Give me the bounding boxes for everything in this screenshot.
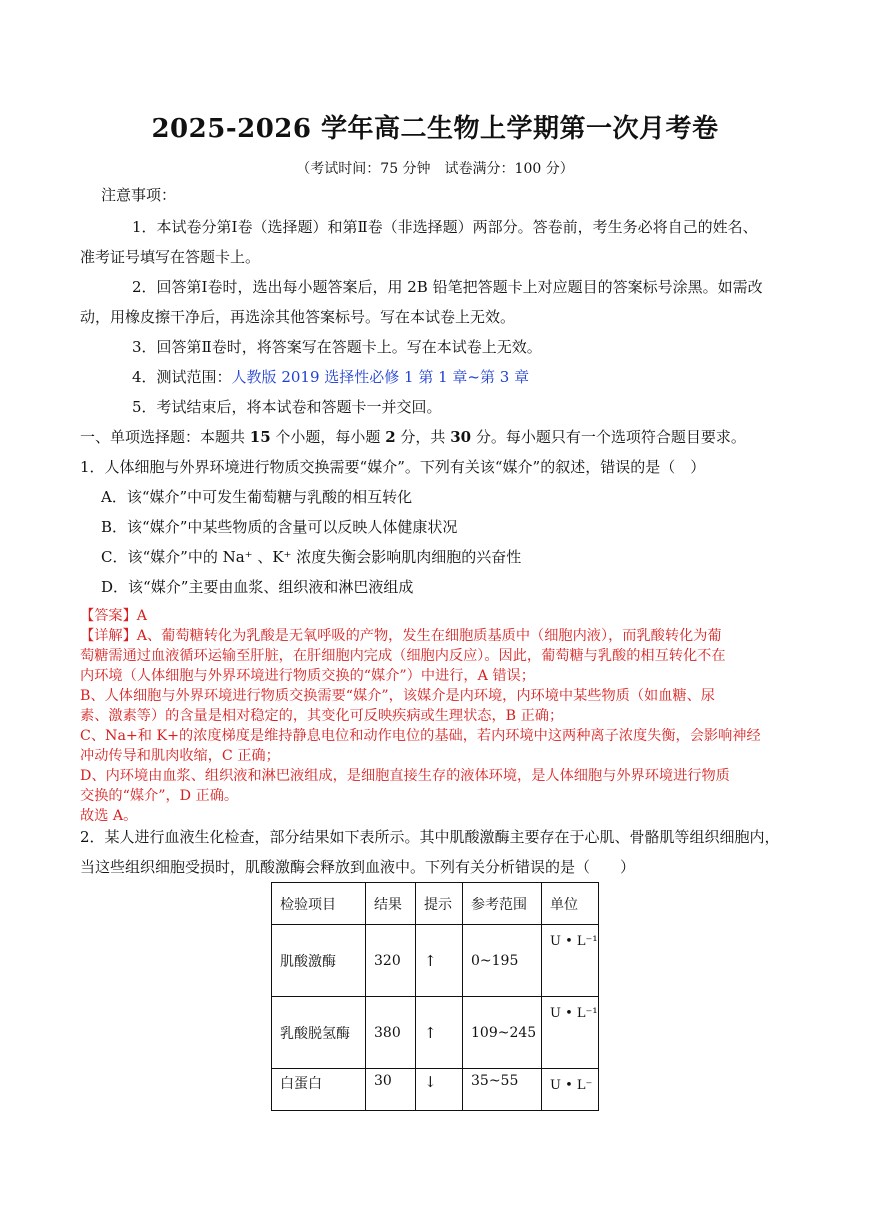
table-header: 结果 xyxy=(366,883,416,925)
table-cell: 0~195 xyxy=(463,925,542,997)
test-scope: 人教版 2019 选择性必修 1 第 1 章~第 3 章 xyxy=(231,368,530,386)
explain-line: C、Na+和 K+的浓度梯度是维持静息电位和动作电位的基础，若内环境中这两种离子浓度失衡，会影响神经 xyxy=(80,728,761,744)
question-1-answer: 【答案】A xyxy=(80,608,147,624)
explain-line: 萄糖需通过血液循环运输至肝脏，在肝细胞内完成（细胞内反应）。因此，葡萄糖与乳酸的相互转化不在 xyxy=(80,648,726,664)
table-cell: 白蛋白 xyxy=(272,1069,366,1111)
up-arrow-icon: ↑ xyxy=(416,925,463,997)
notice-item-2: 2．回答第Ⅰ卷时，选出每小题答案后，用 2B 铅笔把答题卡上对应题目的答案标号涂黑。如需改 xyxy=(132,278,763,296)
notice-item-4-label: 4．测试范围： xyxy=(132,368,232,386)
table-cell: U • L⁻¹ xyxy=(542,997,599,1069)
page-title: 2025-2026 学年高二生物上学期第一次月考卷 xyxy=(151,114,719,144)
explain-line: 【详解】A、葡萄糖转化为乳酸是无氧呼吸的产物，发生在细胞质基质中（细胞内液），而乳酸转化为葡 xyxy=(80,628,722,644)
question-2-stem: 2．某人进行血液生化检查，部分结果如下表所示。其中肌酸激酶主要存在于心肌、骨骼肌等组织细胞内， xyxy=(80,828,780,846)
explain-line: 故选 A。 xyxy=(80,808,138,824)
up-arrow-icon: ↑ xyxy=(416,997,463,1069)
notice-item-3: 3．回答第Ⅱ卷时，将答案写在答题卡上。写在本试卷上无效。 xyxy=(132,338,542,356)
question-1-option-c: C．该“媒介”中的 Na⁺ 、K⁺ 浓度失衡会影响肌肉细胞的兴奋性 xyxy=(101,548,522,566)
table-header: 单位 xyxy=(542,883,599,925)
notice-item-4 xyxy=(132,362,529,392)
blood-test-table xyxy=(271,882,599,1111)
table-cell: 30 xyxy=(366,1069,416,1111)
question-1-option-b: B．该“媒介”中某些物质的含量可以反映人体健康状况 xyxy=(101,518,458,536)
notice-item-5: 5．考试结束后，将本试卷和答题卡一并交回。 xyxy=(132,398,442,416)
table-row xyxy=(272,925,599,997)
table-cell: 320 xyxy=(366,925,416,997)
table-cell: 109~245 xyxy=(463,997,542,1069)
table-cell: 乳酸脱氢酶 xyxy=(272,997,366,1069)
table-cell: 肌酸激酶 xyxy=(272,925,366,997)
question-1-stem: 1．人体细胞与外界环境进行物质交换需要“媒介”。下列有关该“媒介”的叙述，错误的是（ ） xyxy=(80,458,706,476)
table-cell: 35~55 xyxy=(463,1069,542,1111)
explain-line: 内环境（人体细胞与外界环境进行物质交换的“媒介”）中进行，A 错误； xyxy=(80,668,535,684)
question-1-option-a: A．该“媒介”中可发生葡萄糖与乳酸的相互转化 xyxy=(101,488,413,506)
table-header: 参考范围 xyxy=(463,883,542,925)
table-header-row xyxy=(272,883,599,925)
notice-item-1: 1．本试卷分第Ⅰ卷（选择题）和第Ⅱ卷（非选择题）两部分。答卷前，考生务必将自己的姓名、 xyxy=(132,218,758,236)
explain-line: 交换的“媒介”，D 正确。 xyxy=(80,788,239,804)
explain-line: B、人体细胞与外界环境进行物质交换需要“媒介”，该媒介是内环境，内环境中某些物质（如血糖、尿 xyxy=(80,688,715,704)
question-1-option-d: D．该“媒介”主要由血浆、组织液和淋巴液组成 xyxy=(101,578,414,596)
table-cell: 380 xyxy=(366,997,416,1069)
table-row xyxy=(272,1069,599,1111)
table-cell: U • L⁻¹ xyxy=(542,925,599,997)
section-heading: 一、单项选择题：本题共 15 个小题，每小题 2 分，共 30 分。每小题只有一个选项符合题目要求。 xyxy=(80,428,746,446)
table-header: 提示 xyxy=(416,883,463,925)
explain-line: 素、激素等）的含量是相对稳定的，其变化可反映疾病或生理状态，B 正确； xyxy=(80,708,564,724)
notice-item-2-cont: 动，用橡皮擦干净后，再选涂其他答案标号。写在本试卷上无效。 xyxy=(80,308,516,326)
table-cell: U • L⁻ xyxy=(542,1069,599,1111)
table-row xyxy=(272,997,599,1069)
question-2-stem-cont: 当这些组织细胞受损时，肌酸激酶会释放到血液中。下列有关分析错误的是（ ） xyxy=(80,858,636,876)
table-header: 检验项目 xyxy=(272,883,366,925)
exam-info: （考试时间：75 分钟 试卷满分：100 分） xyxy=(296,161,574,177)
down-arrow-icon: ↓ xyxy=(416,1069,463,1111)
notice-heading: 注意事项： xyxy=(101,186,177,204)
explain-line: 冲动传导和肌肉收缩，C 正确； xyxy=(80,748,280,764)
notice-item-1-cont: 准考证号填写在答题卡上。 xyxy=(80,248,261,266)
explain-line: D、内环境由血浆、组织液和淋巴液组成，是细胞直接生存的液体环境，是人体细胞与外界环境进行物质 xyxy=(80,768,730,784)
